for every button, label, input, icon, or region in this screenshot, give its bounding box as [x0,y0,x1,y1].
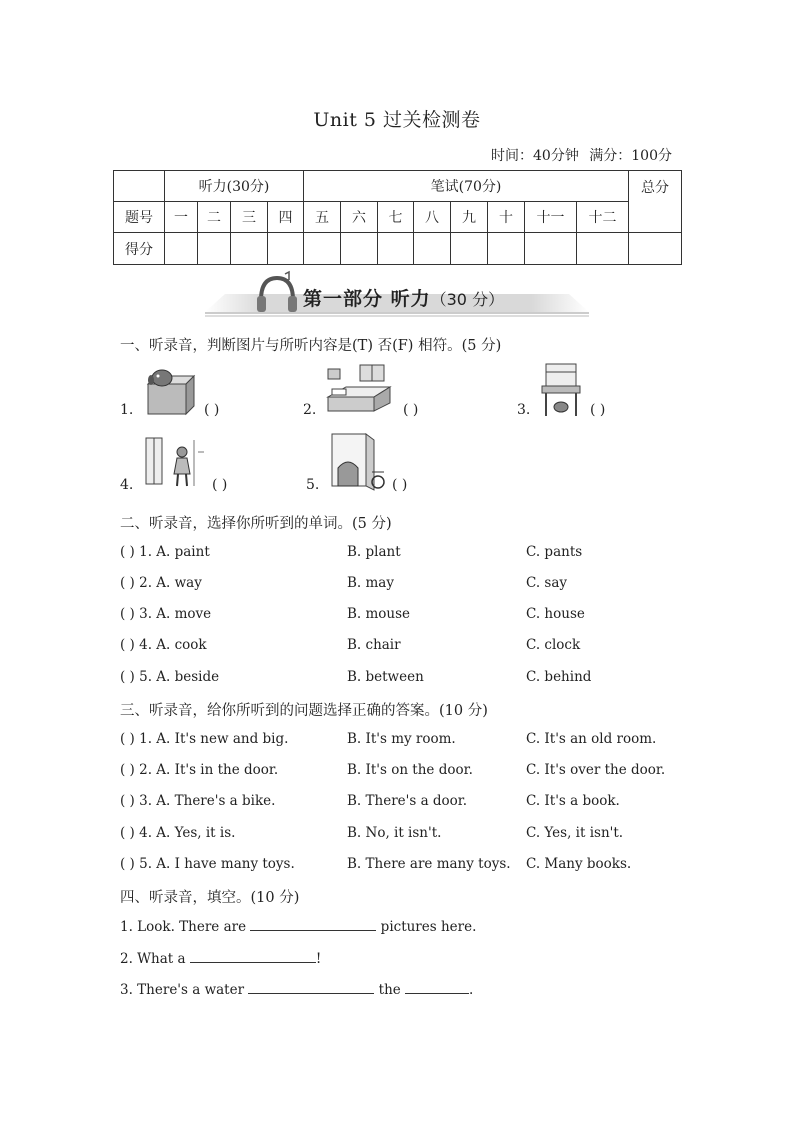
fill-text: the [378,982,401,998]
score-table [113,170,682,265]
dog-in-box-icon [142,366,198,416]
question-number: 九 [451,202,488,233]
fill-blank[interactable] [250,918,376,931]
written-header: 笔试(70分) [304,171,629,202]
fill-text: 3. There's a water [120,982,245,998]
doorway-icon [328,432,388,492]
fill-blank[interactable] [248,981,374,994]
option-b[interactable]: B. may [347,575,394,591]
item-number: 1. [120,402,134,418]
question-a: ( ) 5. A. I have many toys. [120,856,295,872]
score-cell[interactable] [231,233,268,265]
section3-heading: 三、听录音，给你所听到的问题选择正确的答案。(10 分) [120,703,488,719]
bedroom-icon [324,363,396,417]
banner-title-text: 第一部分 听力 [303,288,431,310]
answer-paren[interactable]: ( ) [392,477,408,493]
part-one-banner [205,272,589,318]
question-number: 六 [341,202,378,233]
fill-text: 2. What a [120,951,186,967]
option-c[interactable]: C. It's a book. [526,793,620,809]
question-a: ( ) 1. A. paint [120,544,210,560]
fill-line-2 [120,950,321,967]
fill-blank[interactable] [405,981,469,994]
question-a: ( ) 4. A. Yes, it is. [120,825,236,841]
option-c[interactable]: C. behind [526,669,592,685]
listening-header: 听力(30分) [165,171,304,202]
score-cell[interactable] [451,233,488,265]
question-a: ( ) 2. A. way [120,575,202,591]
answer-paren[interactable]: ( ) [590,402,606,418]
fill-text: ! [315,951,322,967]
question-a: ( ) 5. A. beside [120,669,220,685]
section2-heading: 二、听录音，选择你所听到的单词。(5 分) [120,516,392,532]
answer-paren[interactable]: ( ) [212,477,228,493]
chair-icon [540,362,582,418]
option-c[interactable]: C. house [526,606,585,622]
option-c[interactable]: C. clock [526,637,581,653]
score-cell[interactable] [304,233,341,265]
option-b[interactable]: B. There's a door. [347,793,468,809]
question-number: 七 [378,202,414,233]
total-score-cell[interactable] [629,233,682,265]
question-number: 十一 [525,202,577,233]
page-title: Unit 5 过关检测卷 [313,109,481,131]
question-a: ( ) 3. A. There's a bike. [120,793,276,809]
fill-text: pictures here. [380,919,477,935]
question-number: 五 [304,202,341,233]
question-number: 一 [165,202,198,233]
score-cell[interactable] [198,233,231,265]
total-header: 总分 [629,171,682,233]
option-b[interactable]: B. chair [347,637,401,653]
banner-title [303,284,504,311]
fill-text: 1. Look. There are [120,919,247,935]
score-cell[interactable] [577,233,629,265]
option-b[interactable]: B. It's on the door. [347,762,473,778]
option-c[interactable]: C. say [526,575,568,591]
item-number: 5. [306,477,320,493]
option-c[interactable]: C. Yes, it isn't. [526,825,624,841]
fill-line-1 [120,918,476,935]
section1-heading: 一、听录音，判断图片与所听内容是(T) 否(F) 相符。(5 分) [120,338,502,354]
score-cell[interactable] [414,233,451,265]
answer-paren[interactable]: ( ) [204,402,220,418]
question-number: 十二 [577,202,629,233]
option-b[interactable]: B. between [347,669,424,685]
row-score-label: 得分 [114,233,165,265]
banner-score: （30 分） [430,290,505,309]
question-a: ( ) 2. A. It's in the door. [120,762,279,778]
option-b[interactable]: B. plant [347,544,401,560]
score-cell[interactable] [525,233,577,265]
option-c[interactable]: C. Many books. [526,856,632,872]
question-number: 十 [488,202,525,233]
option-b[interactable]: B. It's my room. [347,731,456,747]
fill-blank[interactable] [190,950,316,963]
section4-heading: 四、听录音，填空。(10 分) [120,890,300,906]
girl-near-window-icon [142,432,206,490]
option-c[interactable]: C. It's over the door. [526,762,666,778]
question-a: ( ) 4. A. cook [120,637,207,653]
score-cell[interactable] [165,233,198,265]
fill-text: . [469,982,474,998]
option-b[interactable]: B. No, it isn't. [347,825,442,841]
option-b[interactable]: B. There are many toys. [347,856,511,872]
answer-paren[interactable]: ( ) [403,402,419,418]
option-c[interactable]: C. pants [526,544,583,560]
item-number: 3. [517,402,531,418]
score-cell[interactable] [341,233,378,265]
score-cell[interactable] [488,233,525,265]
question-number: 二 [198,202,231,233]
question-number: 八 [414,202,451,233]
fill-line-3 [120,981,473,998]
row-number-label: 题号 [114,202,165,233]
exam-meta: 时间：40分钟 满分：100分 [491,148,672,164]
score-cell[interactable] [268,233,304,265]
headphones-icon [255,272,297,316]
option-b[interactable]: B. mouse [347,606,411,622]
table-corner-cell [114,171,165,202]
item-number: 4. [120,477,134,493]
option-c[interactable]: C. It's an old room. [526,731,657,747]
question-a: ( ) 1. A. It's new and big. [120,731,289,747]
score-cell[interactable] [378,233,414,265]
item-number: 2. [303,402,317,418]
question-number: 四 [268,202,304,233]
question-number: 三 [231,202,268,233]
question-a: ( ) 3. A. move [120,606,212,622]
